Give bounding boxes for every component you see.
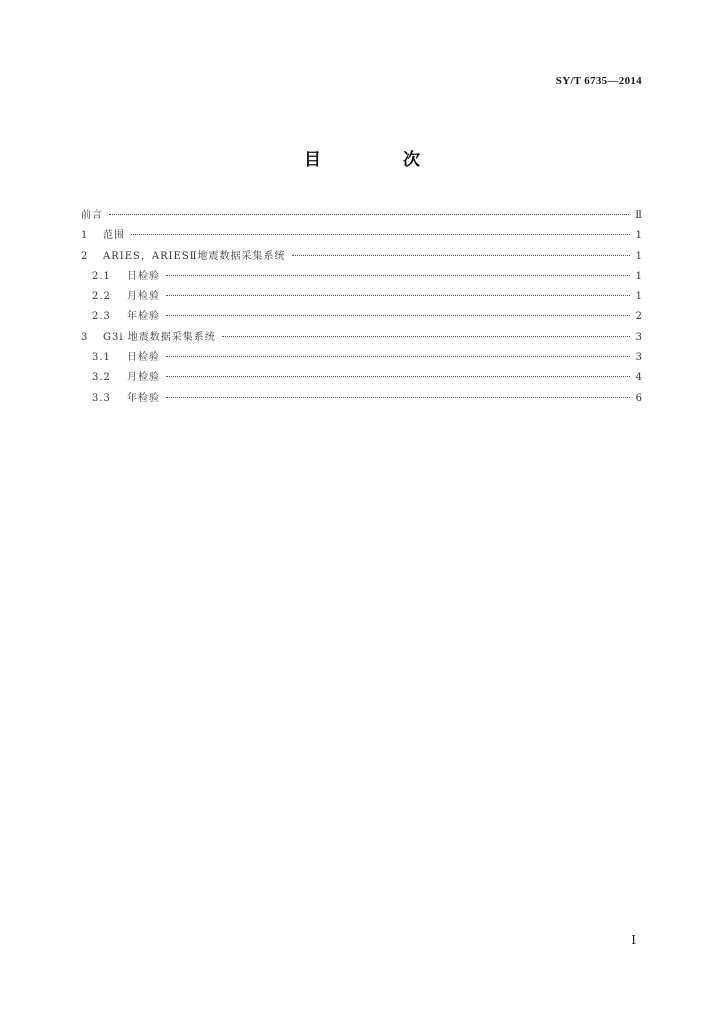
toc-entry-number: 3.3	[92, 392, 111, 404]
toc-entry-number: 2.3	[92, 311, 111, 323]
toc-leader-dots	[166, 376, 630, 377]
toc-entry-text: 月检验	[127, 372, 160, 384]
toc-entry-3-1[interactable]	[81, 348, 642, 368]
toc-entry-text: 范围	[103, 230, 125, 242]
toc-entry-text: 日检验	[127, 270, 160, 282]
toc-entry-number: 2.1	[92, 270, 111, 282]
toc-leader-dots	[292, 255, 630, 256]
toc-entry-2-2[interactable]	[81, 287, 642, 307]
toc-entry-number: 1	[81, 230, 89, 242]
toc-entry-page: 1	[635, 250, 642, 262]
table-of-contents	[81, 206, 642, 409]
toc-entry-2-3[interactable]	[81, 307, 642, 327]
toc-entry-scope[interactable]	[81, 226, 642, 246]
toc-entry-preface[interactable]	[81, 206, 642, 226]
toc-leader-dots	[166, 315, 630, 316]
toc-entry-3-2[interactable]	[81, 368, 642, 388]
toc-entry-number: 3.1	[92, 352, 111, 364]
toc-entry-number: 3	[81, 331, 89, 343]
standard-code: SY/T 6735—2014	[555, 75, 642, 87]
toc-entry-text: G3i 地震数据采集系统	[103, 331, 216, 343]
toc-entry-page: 4	[635, 372, 642, 384]
toc-entry-aries[interactable]	[81, 247, 642, 267]
toc-leader-dots	[166, 275, 630, 276]
toc-entry-text: 前言	[81, 210, 103, 221]
toc-entry-g3i[interactable]	[81, 328, 642, 348]
toc-entry-page: Ⅱ	[635, 210, 642, 221]
toc-leader-dots	[166, 295, 630, 296]
toc-leader-dots	[166, 356, 630, 357]
toc-entry-number: 2.2	[92, 291, 111, 303]
toc-entry-page: 6	[635, 392, 642, 404]
toc-entry-2-1[interactable]	[81, 267, 642, 287]
toc-leader-dots	[109, 214, 629, 215]
toc-leader-dots	[222, 336, 630, 337]
page-title: 目 次	[304, 150, 458, 170]
toc-entry-page: 3	[635, 352, 642, 364]
toc-entry-text: 年检验	[127, 311, 160, 323]
toc-entry-page: 3	[635, 331, 642, 343]
toc-entry-text: 年检验	[127, 392, 160, 404]
toc-entry-page: 1	[635, 230, 642, 242]
toc-entry-text: ARIES，ARIESⅡ地震数据采集系统	[103, 250, 286, 262]
toc-entry-page: 1	[635, 270, 642, 282]
toc-entry-page: 2	[635, 311, 642, 323]
toc-leader-dots	[166, 397, 630, 398]
toc-entry-text: 日检验	[127, 352, 160, 364]
page-number: Ⅰ	[631, 933, 636, 947]
toc-leader-dots	[131, 234, 630, 235]
toc-entry-text: 月检验	[127, 291, 160, 303]
toc-entry-3-3[interactable]	[81, 389, 642, 409]
toc-entry-page: 1	[635, 291, 642, 303]
toc-entry-number: 2	[81, 250, 89, 262]
toc-entry-number: 3.2	[92, 372, 111, 384]
